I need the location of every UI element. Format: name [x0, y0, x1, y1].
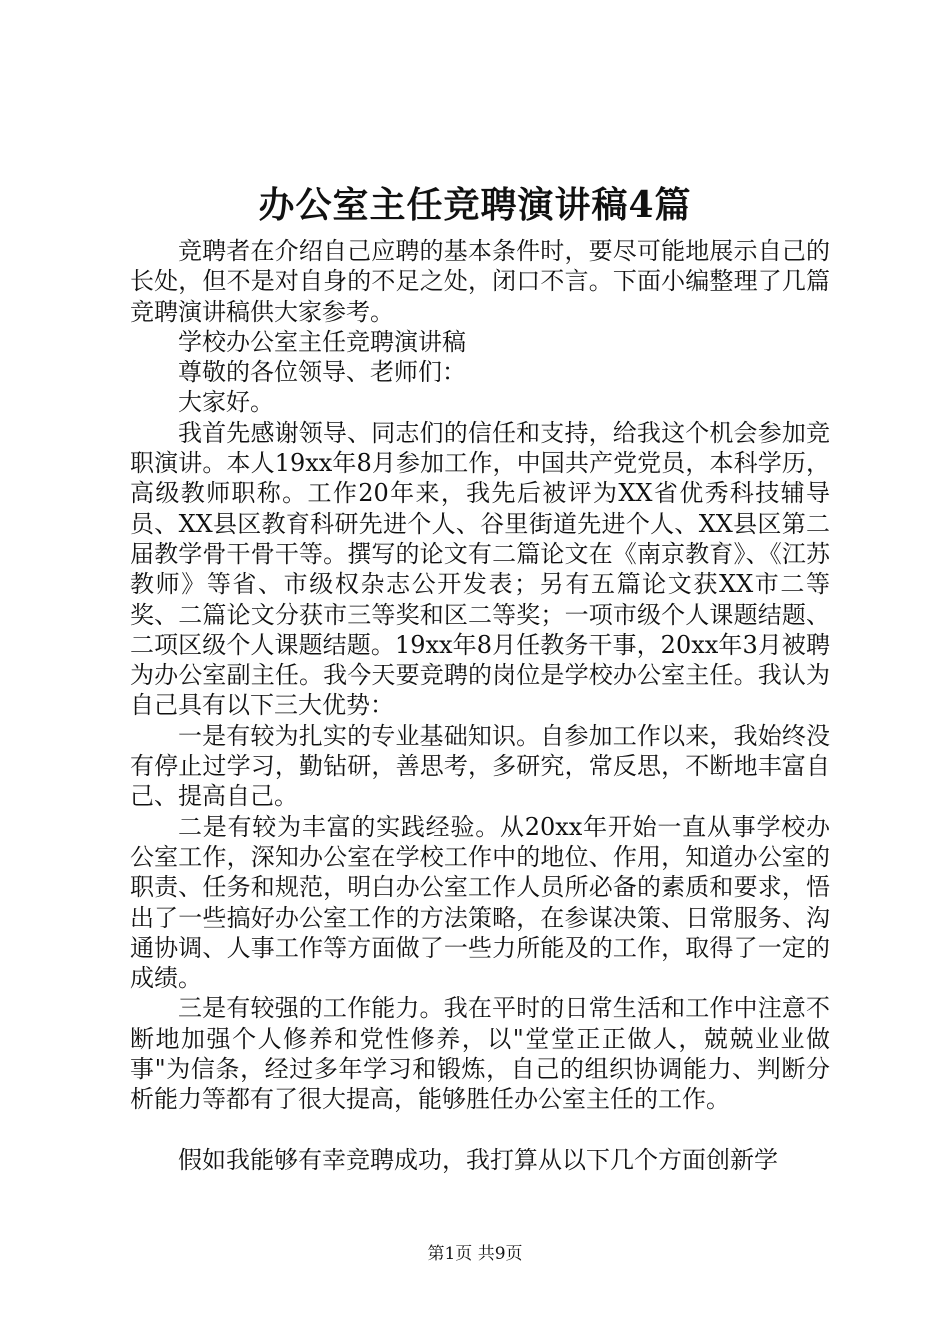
- advantage-one-paragraph: 一是有较为扎实的专业基础知识。自参加工作以来，我始终没有停止过学习，勤钻研，善思考，多研究，常反思，不断地丰富自己、提高自己。: [130, 721, 830, 811]
- speech-heading: 学校办公室主任竞聘演讲稿: [178, 327, 466, 356]
- page-footer: 第1页 共9页: [427, 1244, 523, 1264]
- document-body: [130, 236, 830, 1175]
- intro-paragraph: 竞聘者在介绍自己应聘的基本条件时，要尽可能地展示自己的长处，但不是对自身的不足之处，闭口不言。下面小编整理了几篇竞聘演讲稿供大家参考。: [130, 237, 830, 326]
- document-title: 办公室主任竞聘演讲稿4篇: [258, 184, 692, 226]
- plan-paragraph: 假如我能够有幸竞聘成功，我打算从以下几个方面创新学: [178, 1145, 778, 1174]
- advantage-three-paragraph: 三是有较强的工作能力。我在平时的日常生活和工作中注意不断地加强个人修养和党性修养，以"堂堂正正做人，兢兢业业做事"为信条，经过多年学习和锻炼，自己的组织协调能力、判断分析能力等都有了很大提高，能够胜任办公室主任的工作。: [130, 994, 830, 1114]
- greeting: 大家好。: [178, 388, 274, 417]
- background-paragraph: 我首先感谢领导、同志们的信任和支持，给我这个机会参加竞职演讲。本人19xx年8月参加工作，中国共产党党员，本科学历，高级教师职称。工作20年来，我先后被评为XX省优秀科技辅导员、XX县区教育科研先进个人、谷里街道先进个人、XX县区第二届教学骨干骨干等。撰写的论文有二篇论文在《南京教育》、《江苏教师》等省、市级权杂志公开发表；另有五篇论文获XX市二等奖、二篇论文分获市三等奖和区二等奖；一项市级个人课题结题、二项区级个人课题结题。19xx年8月任教务干事，20xx年3月被聘为办公室副主任。我今天要竞聘的岗位是学校办公室主任。我认为自己具有以下三大优势：: [130, 418, 830, 720]
- salutation: 尊敬的各位领导、老师们：: [178, 358, 466, 387]
- advantage-two-paragraph: 二是有较为丰富的实践经验。从20xx年开始一直从事学校办公室工作，深知办公室在学校工作中的地位、作用，知道办公室的职责、任务和规范，明白办公室工作人员所必备的素质和要求，悟出了一些搞好办公室工作的方法策略，在参谋决策、日常服务、沟通协调、人事工作等方面做了一些力所能及的工作，取得了一定的成绩。: [130, 812, 830, 993]
